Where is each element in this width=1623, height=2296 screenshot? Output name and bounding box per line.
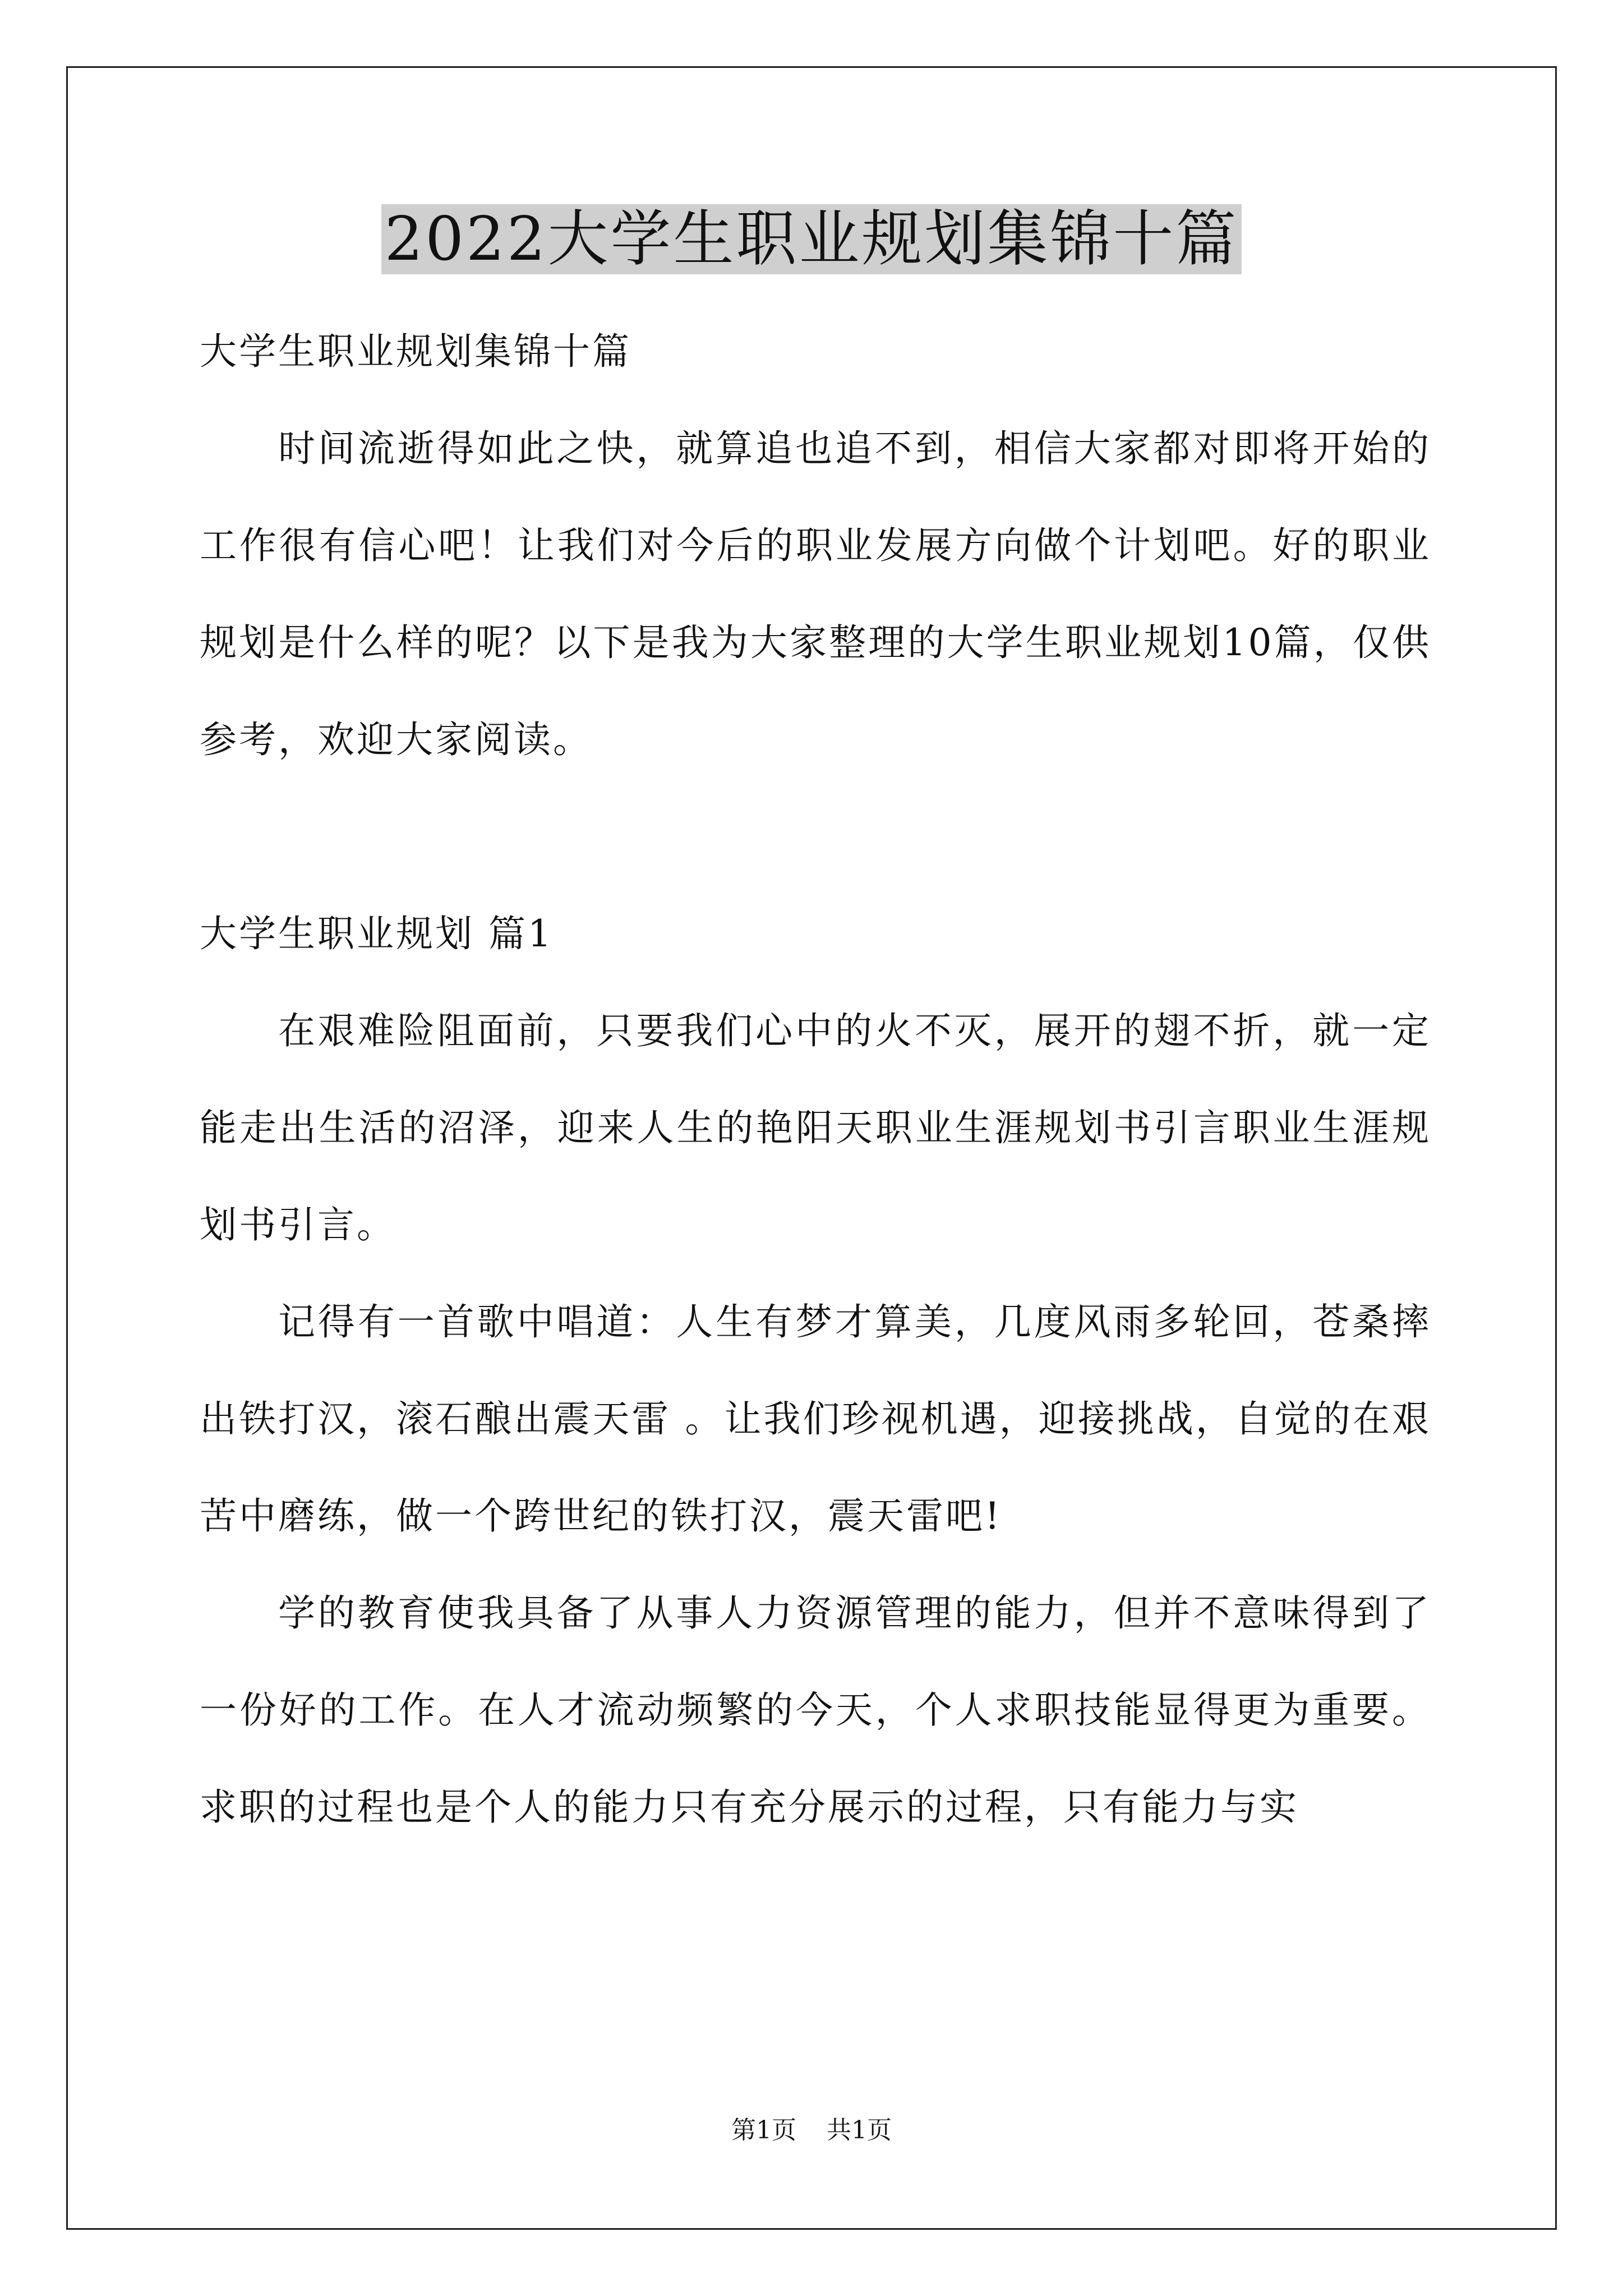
body-paragraph: 在艰难险阻面前，只要我们心中的火不灭，展开的翅不折，就一定能走出生活的沼泽，迎来人生的艳阳天职业生涯规划书引言职业生涯规划书引言。 <box>200 1009 1431 1246</box>
page-footer <box>0 2114 1623 2147</box>
document-subtitle: 大学生职业规划集锦十篇 <box>200 330 631 373</box>
section-heading: 大学生职业规划 篇1 <box>200 912 554 955</box>
body-paragraph: 学的教育使我具备了从事人力资源管理的能力，但并不意味得到了一份好的工作。在人才流动频繁的今天，个人求职技能显得更为重要。求职的过程也是个人的能力只有充分展示的过程，只有能力与实 <box>200 1591 1431 1829</box>
page-total: 共1页 <box>827 2116 892 2145</box>
document-title-text: 2022大学生职业规划集锦十篇 <box>381 204 1242 274</box>
document-title <box>0 197 1623 282</box>
intro-paragraph: 时间流逝得如此之快，就算追也追不到，相信大家都对即将开始的工作很有信心吧！让我们对今后的职业发展方向做个计划吧。好的职业规划是什么样的呢？以下是我为大家整理的大学生职业规划10篇，仅供参考，欢迎大家阅读。 <box>200 427 1431 761</box>
document-body <box>200 303 1431 1856</box>
paragraph-gap <box>200 788 1431 885</box>
page-number: 第1页 <box>731 2116 796 2145</box>
body-paragraph: 记得有一首歌中唱道：人生有梦才算美，几度风雨多轮回，苍桑摔出铁打汉，滚石酿出震天雷 。让我们珍视机遇，迎接挑战，自觉的在艰苦中磨练，做一个跨世纪的铁打汉，震天雷吧! <box>200 1300 1431 1538</box>
